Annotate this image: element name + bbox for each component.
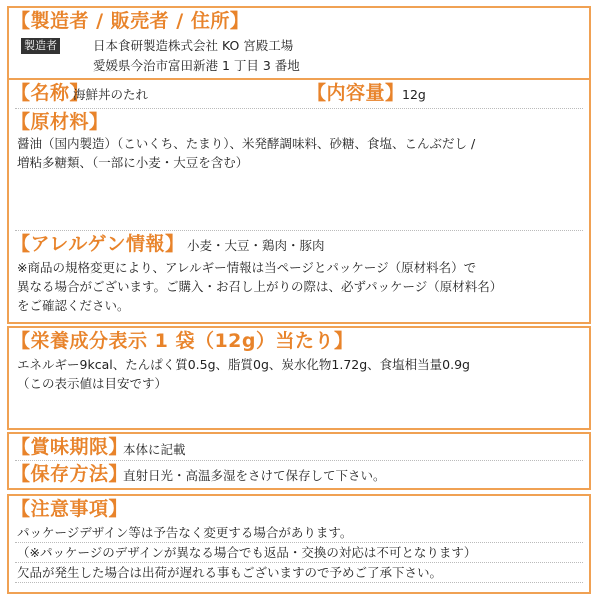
volume-value: 12g xyxy=(402,87,426,102)
caution-line-2: （※パッケージのデザインが異なる場合でも返品・交換の対応は不可となります） xyxy=(17,545,477,560)
caution-line-1: パッケージデザイン等は予告なく変更する場合があります。 xyxy=(17,525,353,540)
volume-title: 【内容量】 xyxy=(307,82,405,104)
divider xyxy=(15,460,583,461)
allergy-note-2: 異なる場合がございます。ご購入・お召し上がりの際は、必ずパッケージ（原材料名） xyxy=(17,279,503,294)
expiry-value: 本体に記載 xyxy=(123,442,186,457)
allergy-value: 小麦・大豆・鶏肉・豚肉 xyxy=(187,238,325,253)
ingredients-line-2: 増粘多糖類、（一部に小麦・大豆を含む） xyxy=(17,155,249,170)
name-value: 海鮮丼のたれ xyxy=(73,87,149,102)
nutrition-line-2: （この表示値は目安です） xyxy=(17,376,168,391)
caution-section xyxy=(7,494,591,594)
expiry-storage-section xyxy=(7,432,591,490)
ingredients-title: 【原材料】 xyxy=(11,111,109,133)
caution-title: 【注意事項】 xyxy=(11,498,129,520)
manufacturer-section xyxy=(7,6,591,82)
main-info-section xyxy=(7,78,591,324)
divider xyxy=(15,542,583,543)
expiry-title: 【賞味期限】 xyxy=(11,436,129,458)
manufacturer-address: 愛媛県今治市富田新港 1 丁目 3 番地 xyxy=(93,58,300,73)
allergy-title: 【アレルゲン情報】 xyxy=(11,233,185,255)
nutrition-section xyxy=(7,326,591,430)
divider xyxy=(15,582,583,583)
divider xyxy=(15,562,583,563)
storage-title: 【保存方法】 xyxy=(11,463,129,485)
divider xyxy=(15,230,583,231)
storage-value: 直射日光・高温多湿をさけて保存して下さい。 xyxy=(123,468,386,483)
ingredients-line-1: 醤油（国内製造）（こいくち、たまり）、米発酵調味料、砂糖、食塩、こんぶだし / xyxy=(17,136,476,151)
allergy-note-3: をご確認ください。 xyxy=(17,298,130,313)
name-title: 【名称】 xyxy=(11,82,90,104)
nutrition-line-1: エネルギー9kcal、たんぱく質0.5g、脂質0g、炭水化物1.72g、食塩相当量0.9g xyxy=(17,357,470,372)
manufacturer-title: 【製造者 / 販売者 / 住所】 xyxy=(11,10,250,32)
nutrition-title: 【栄養成分表示 1 袋（12g）当たり】 xyxy=(11,330,354,352)
manufacturer-company: 日本食研製造株式会社 KO 宮殿工場 xyxy=(93,38,294,53)
manufacturer-badge: 製造者 xyxy=(21,38,60,54)
caution-line-3: 欠品が発生した場合は出荷が遅れる事もございますので予めご了承下さい。 xyxy=(17,565,443,580)
allergy-note-1: ※商品の規格変更により、アレルギー情報は当ページとパッケージ（原材料名）で xyxy=(17,260,477,275)
divider xyxy=(15,108,583,109)
